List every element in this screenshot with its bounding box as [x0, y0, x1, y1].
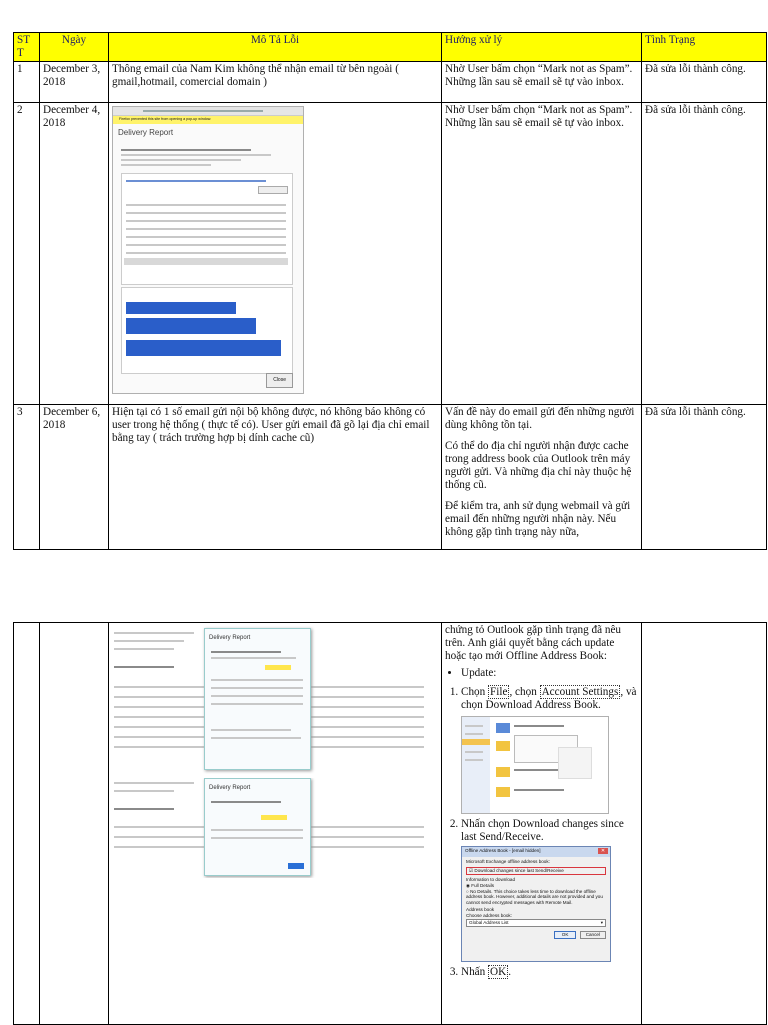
row-status: Đã sửa lỗi thành công. [642, 405, 767, 550]
table-row [14, 623, 767, 1025]
choose-label: Choose address book: [466, 913, 512, 919]
table-header-row [14, 33, 767, 62]
outlook-file-menu-screenshot [461, 716, 609, 814]
row-desc: Hiện tại có 1 số email gửi nội bộ không được, nó không báo không có user trong hệ thống ( thực tế có). User gửi email đã gõ lại địa chỉ email bằng tay ( trách trường hợp bị dính cache cũ) [109, 405, 442, 550]
header-status: Tình Trạng [642, 33, 767, 62]
delivery-report-popup [204, 628, 311, 770]
incident-table [13, 32, 767, 550]
handling-paragraph: Có thể do địa chỉ người nhận được cache trong address book của Outlook trên máy người gửi. Và những địa chỉ này thuộc hệ thống cũ. [445, 440, 632, 491]
recipient-list [121, 173, 293, 285]
download-changes-checkbox[interactable]: ☑ Download changes since last Send/Receive [466, 867, 606, 875]
row-stt: 2 [14, 103, 40, 405]
no-details-radio[interactable]: ○ No Details. This choice takes less time to download the offline address book. However, additional details are not provided and you cannot send encrypted messages with Remote Mail. [466, 889, 603, 905]
row-stt: 1 [14, 62, 40, 103]
popup-infobar [113, 116, 303, 124]
ok-ref: OK [490, 966, 507, 978]
backstage-nav [462, 717, 490, 813]
address-book-label: Address book [466, 907, 495, 913]
table-row [14, 62, 767, 103]
delivery-report-popup [204, 778, 311, 876]
table-row [14, 103, 767, 405]
dialog-titlebar [462, 847, 610, 857]
delivery-report-title: Delivery Report [209, 785, 251, 791]
row-desc [109, 103, 442, 405]
handling-paragraph: Vấn đề này do email gửi đến những người dùng không tồn tại. [445, 406, 635, 431]
row-status: Đã sửa lỗi thành công. [642, 62, 767, 103]
chevron-down-icon: ▾ [600, 920, 603, 926]
continuation-paragraph: chứng tỏ Outlook gặp tình trạng đã nêu trên. Anh giải quyết bằng cách update hoặc tạo mới Offline Address Book: [445, 624, 622, 662]
update-bullet-list [445, 667, 638, 680]
row-status: Đã sửa lỗi thành công. [642, 103, 767, 405]
outlook-screenshot-1 [112, 626, 428, 774]
account-settings-ref: Account Settings [541, 686, 619, 698]
row-date: December 4, 2018 [40, 103, 109, 405]
info-label: Information to download [466, 877, 516, 882]
delivery-report-title: Delivery Report [209, 635, 251, 641]
close-icon[interactable]: ✕ [598, 848, 608, 854]
outlook-screenshot-2 [112, 778, 428, 878]
step-1: 1. Chọn File , chọn Account Settings , và chọn Download Address Book. [461, 686, 638, 814]
delivery-report-screenshot [112, 106, 304, 394]
header-handling: Hướng xử lý [442, 33, 642, 62]
table-row [14, 405, 767, 550]
close-button[interactable]: Close [266, 373, 293, 388]
message-details [121, 287, 293, 374]
row-stt: 3 [14, 405, 40, 550]
handling-paragraph: Để kiểm tra, anh sử dụng webmail và gửi email đến những người nhận này. Nếu không gặp tình trạng này nữa, [445, 500, 631, 538]
row-handling [442, 623, 642, 1025]
ok-button[interactable]: OK [554, 931, 577, 939]
row-date: December 3, 2018 [40, 62, 109, 103]
full-details-radio[interactable]: ◉ Full Details [466, 883, 495, 888]
bullet-update: • Update: [461, 667, 638, 680]
delivery-report-title: Delivery Report [118, 128, 174, 137]
offline-address-book-dialog [461, 846, 611, 962]
infobar-text: Firefox prevented this site from opening a pop-up window. [119, 117, 212, 121]
header-desc: Mô Tả Lỗi [109, 33, 442, 62]
cancel-button[interactable]: Cancel [580, 931, 606, 939]
step-3: 3. Nhấn OK . [461, 966, 638, 979]
row-handling [442, 405, 642, 550]
update-steps [445, 686, 638, 979]
row-handling: Nhờ User bấm chọn “Mark not as Spam”. Những lần sau sẽ email sẽ tự vào inbox. [442, 103, 642, 405]
header-date: Ngày [40, 33, 109, 62]
incident-table-continued [13, 622, 767, 1025]
row-desc: Thông email của Nam Kim không thể nhận email từ bên ngoài ( gmail,hotmail, comercial domain ) [109, 62, 442, 103]
row-handling: Nhờ User bấm chọn “Mark not as Spam”. Những lần sau sẽ email sẽ tự vào inbox. [442, 62, 642, 103]
address-book-select[interactable]: Global Address List ▾ [466, 919, 606, 927]
step-2: 2. Nhấn chọn Download changes since last Send/Receive. Offline Address Book - [email hidden] ✕ Microsoft Exchange offline address book: ☑ Download changes since last Send/Receive Information to download ◉ Full Details ○ No Details. This choice takes less time to download the offline address book. However, additional details are not provided and you cannot send encrypted messages with Remote Mail. Address book Choose address book: Global Address List ▾ OK Cancel [461, 818, 638, 962]
row-date: December 6, 2018 [40, 405, 109, 550]
header-stt: ST T [14, 33, 40, 62]
dialog-subtitle: Microsoft Exchange offline address book: [466, 859, 550, 864]
dialog-title: Offline Address Book - [email hidden] [465, 848, 541, 853]
file-menu-ref: File [490, 686, 508, 698]
row-desc [109, 623, 442, 1025]
